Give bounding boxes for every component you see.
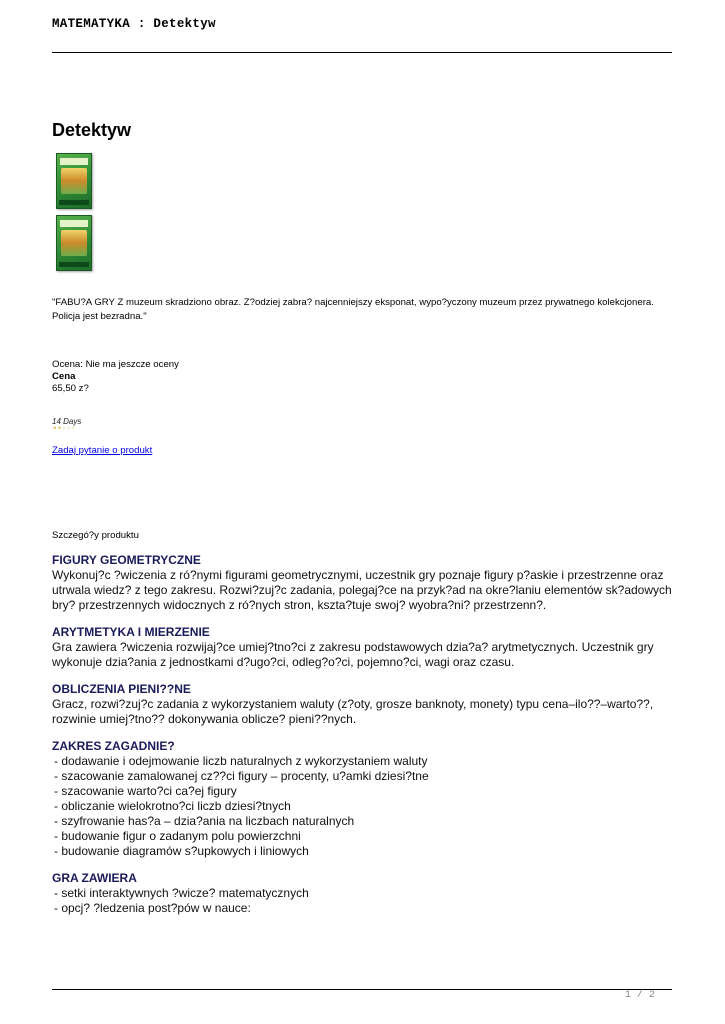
product-box-image-alt[interactable] [56,215,92,271]
product-box-image[interactable] [56,153,92,209]
section-heading: ARYTMETYKA I MIERZENIE [52,625,210,639]
list-item: - setki interaktywnych ?wicze? matematycznych [54,886,309,900]
page-number: 1 / 2 [624,990,655,1001]
section-text: Wykonuj?c ?wiczenia z ró?nymi figurami geometrycznymi, uczestnik gry poznaje figury p?askie i przestrzenne oraz utrwala wiedz? z tego zakresu. Rozwi?zuj?c zadania, polegaj?ce na przyk?ad na okre?laniu elementów sk?adowych bry? przestrzennych widocznych z ró?nych stron, kszta?tuje swoj? wyobra?ni? przestrzenn?. [52,568,672,612]
list-item: - budowanie diagramów s?upkowych i liniowych [54,844,309,858]
days-badge: 14 Days [52,417,82,426]
section-heading: FIGURY GEOMETRYCZNE [52,553,201,567]
price-label: Cena [52,371,76,382]
product-details [52,553,677,928]
section-obliczenia [52,682,677,727]
section-gra-zawiera [52,871,677,916]
details-label: Szczegó?y produktu [52,530,139,541]
ask-question-link[interactable]: Zadaj pytanie o produkt [52,445,153,456]
footer-divider [52,989,672,990]
list-item: - szyfrowanie has?a – dzia?ania na liczbach naturalnych [54,814,355,828]
topic-list [52,754,677,859]
list-item: - opcj? ?ledzenia post?pów w nauce: [54,901,251,915]
section-zakres [52,739,677,859]
product-title: Detektyw [52,120,132,140]
section-arytmetyka [52,625,677,670]
section-heading: ZAKRES ZAGADNIE? [52,739,175,753]
list-item: - budowanie figur o zadanym polu powierzchni [54,829,301,843]
list-item: - obliczanie wielokrotno?ci liczb dziesi?tnych [54,799,291,813]
list-item: - szacowanie warto?ci ca?ej figury [54,784,237,798]
rating-text: Ocena: Nie ma jeszcze oceny [52,359,179,370]
product-intro: "FABU?A GRY Z muzeum skradziono obraz. Z?odziej zabra? najcenniejszy eksponat, wypo?yczony muzeum przez prywatnego kolekcjonera. Policja jest bezradna." [52,297,654,322]
header-divider [52,52,672,53]
document-header-title: MATEMATYKA : Detektyw [52,17,216,31]
rating-block [52,359,179,395]
price-value: 65,50 z? [52,383,89,394]
list-item: - szacowanie zamalowanej cz??ci figury – procenty, u?amki dziesi?tne [54,769,429,783]
section-heading: GRA ZAWIERA [52,871,137,885]
section-text: Gra zawiera ?wiczenia rozwijaj?ce umiej?tno?ci z zakresu podstawowych dzia?a? arytmetycznych. Uczestnik gry wykonuje dzia?ania z jednostkami d?ugo?ci, odleg?o?ci, pojemno?ci, wagi oraz czasu. [52,640,654,669]
list-item: - dodawanie i odejmowanie liczb naturalnych z wykorzystaniem waluty [54,754,428,768]
section-figury [52,553,677,613]
stars-icon: ★★☆☆☆ [53,425,76,430]
section-text: Gracz, rozwi?zuj?c zadania z wykorzystaniem waluty (z?oty, grosze banknoty, monety) typu cena–ilo??–warto??, rozwinie umiej?tno?? dokonywania oblicze? pieni??nych. [52,697,654,726]
contents-list [52,886,677,916]
section-heading: OBLICZENIA PIENI??NE [52,682,191,696]
